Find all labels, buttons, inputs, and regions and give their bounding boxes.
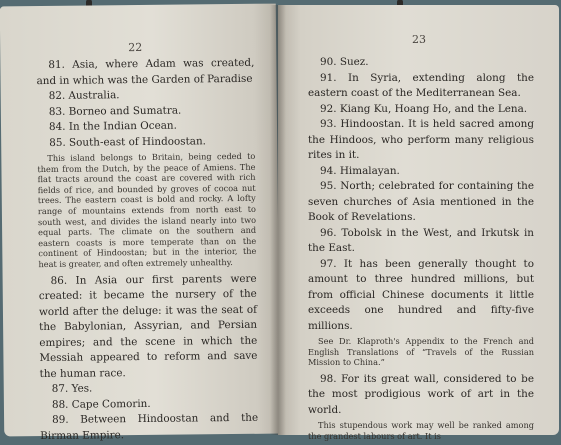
answer-entry: 98. For its great wall, considered to be the most prodigious work of art in the world. — [308, 372, 534, 416]
page-number: 23 — [412, 33, 426, 46]
answer-entry: 90. Suez. — [320, 56, 369, 68]
right-page-text — [308, 55, 534, 445]
answer-entry: 89. Between Hindoostan and the Birman Empire. — [40, 411, 259, 442]
answer-entry: 93. Hindoostan. It is held sacred among the Hindoos, who perform many religious rites in it. — [308, 118, 534, 161]
open-book — [2, 5, 559, 443]
footnote-text: This island belongs to Britain, being ceded to them from the Dutch, by the peace of Amiens. The flat tracts around the coast are covered with rich fields of rice, and bounded by groves of cocoa nut trees. The eastern coast is bold and rocky. A lofty range of mountains extends from north east to south west, and divides the island nearly into two equal parts. The climate on the southern and eastern coasts is more temperate than on the continent of Hindoostan; but in the interior, the heat is greater, and often extremely unhealthy. — [37, 150, 257, 270]
answer-entry: 85. South-east of Hindoostan. — [49, 134, 207, 149]
answer-entry: 87. Yes. — [51, 382, 93, 395]
answer-entry: 82. Australia. — [48, 89, 120, 102]
answer-entry: 97. It has been generally thought to amount to three hundred millions, but from official Chinese documents it little exceeds one hundred and fifty-five millions. — [308, 257, 534, 332]
right-page — [278, 5, 559, 441]
answer-entry: 84. In the Indian Ocean. — [48, 119, 177, 133]
answer-entry: 95. North; celebrated for containing the seven churches of Asia mentioned in the Book of Revelations. — [308, 180, 534, 223]
answer-entry: 81. Asia, where Adam was created, and in which was the Garden of Paradise — [36, 56, 255, 87]
answer-entry: 92. Kiang Ku, Hoang Ho, and the Lena. — [320, 102, 528, 115]
answer-entry: 86. In Asia our first parents were created: it became the nursery of the world after the deluge: it was the seat of the Babylonian, Assyrian, and Persian empires; and the scene in which the Messiah appeared to reform and save the human race. — [38, 272, 258, 380]
book-gutter — [270, 5, 286, 435]
footnote-text: This stupendous work may well be ranked among the grandest labours of art. It is — [308, 420, 534, 441]
answer-entry: 94. Himalayan. — [320, 164, 400, 177]
answer-entry: 83. Borneo and Sumatra. — [48, 104, 182, 118]
page-number: 22 — [128, 40, 143, 55]
left-page-text — [36, 56, 258, 444]
footnote-text: See Dr. Klaproth's Appendix to the French and English Translations of “Travels of the Russian Mission to China.” — [308, 336, 534, 368]
answer-entry: 96. Tobolsk in the West, and Irkutsk in the East. — [308, 226, 534, 254]
answer-entry: 88. Cape Comorin. — [51, 397, 151, 411]
left-page — [0, 4, 280, 442]
answer-entry: 91. In Syria, extending along the eastern coast of the Mediterranean Sea. — [308, 71, 534, 99]
